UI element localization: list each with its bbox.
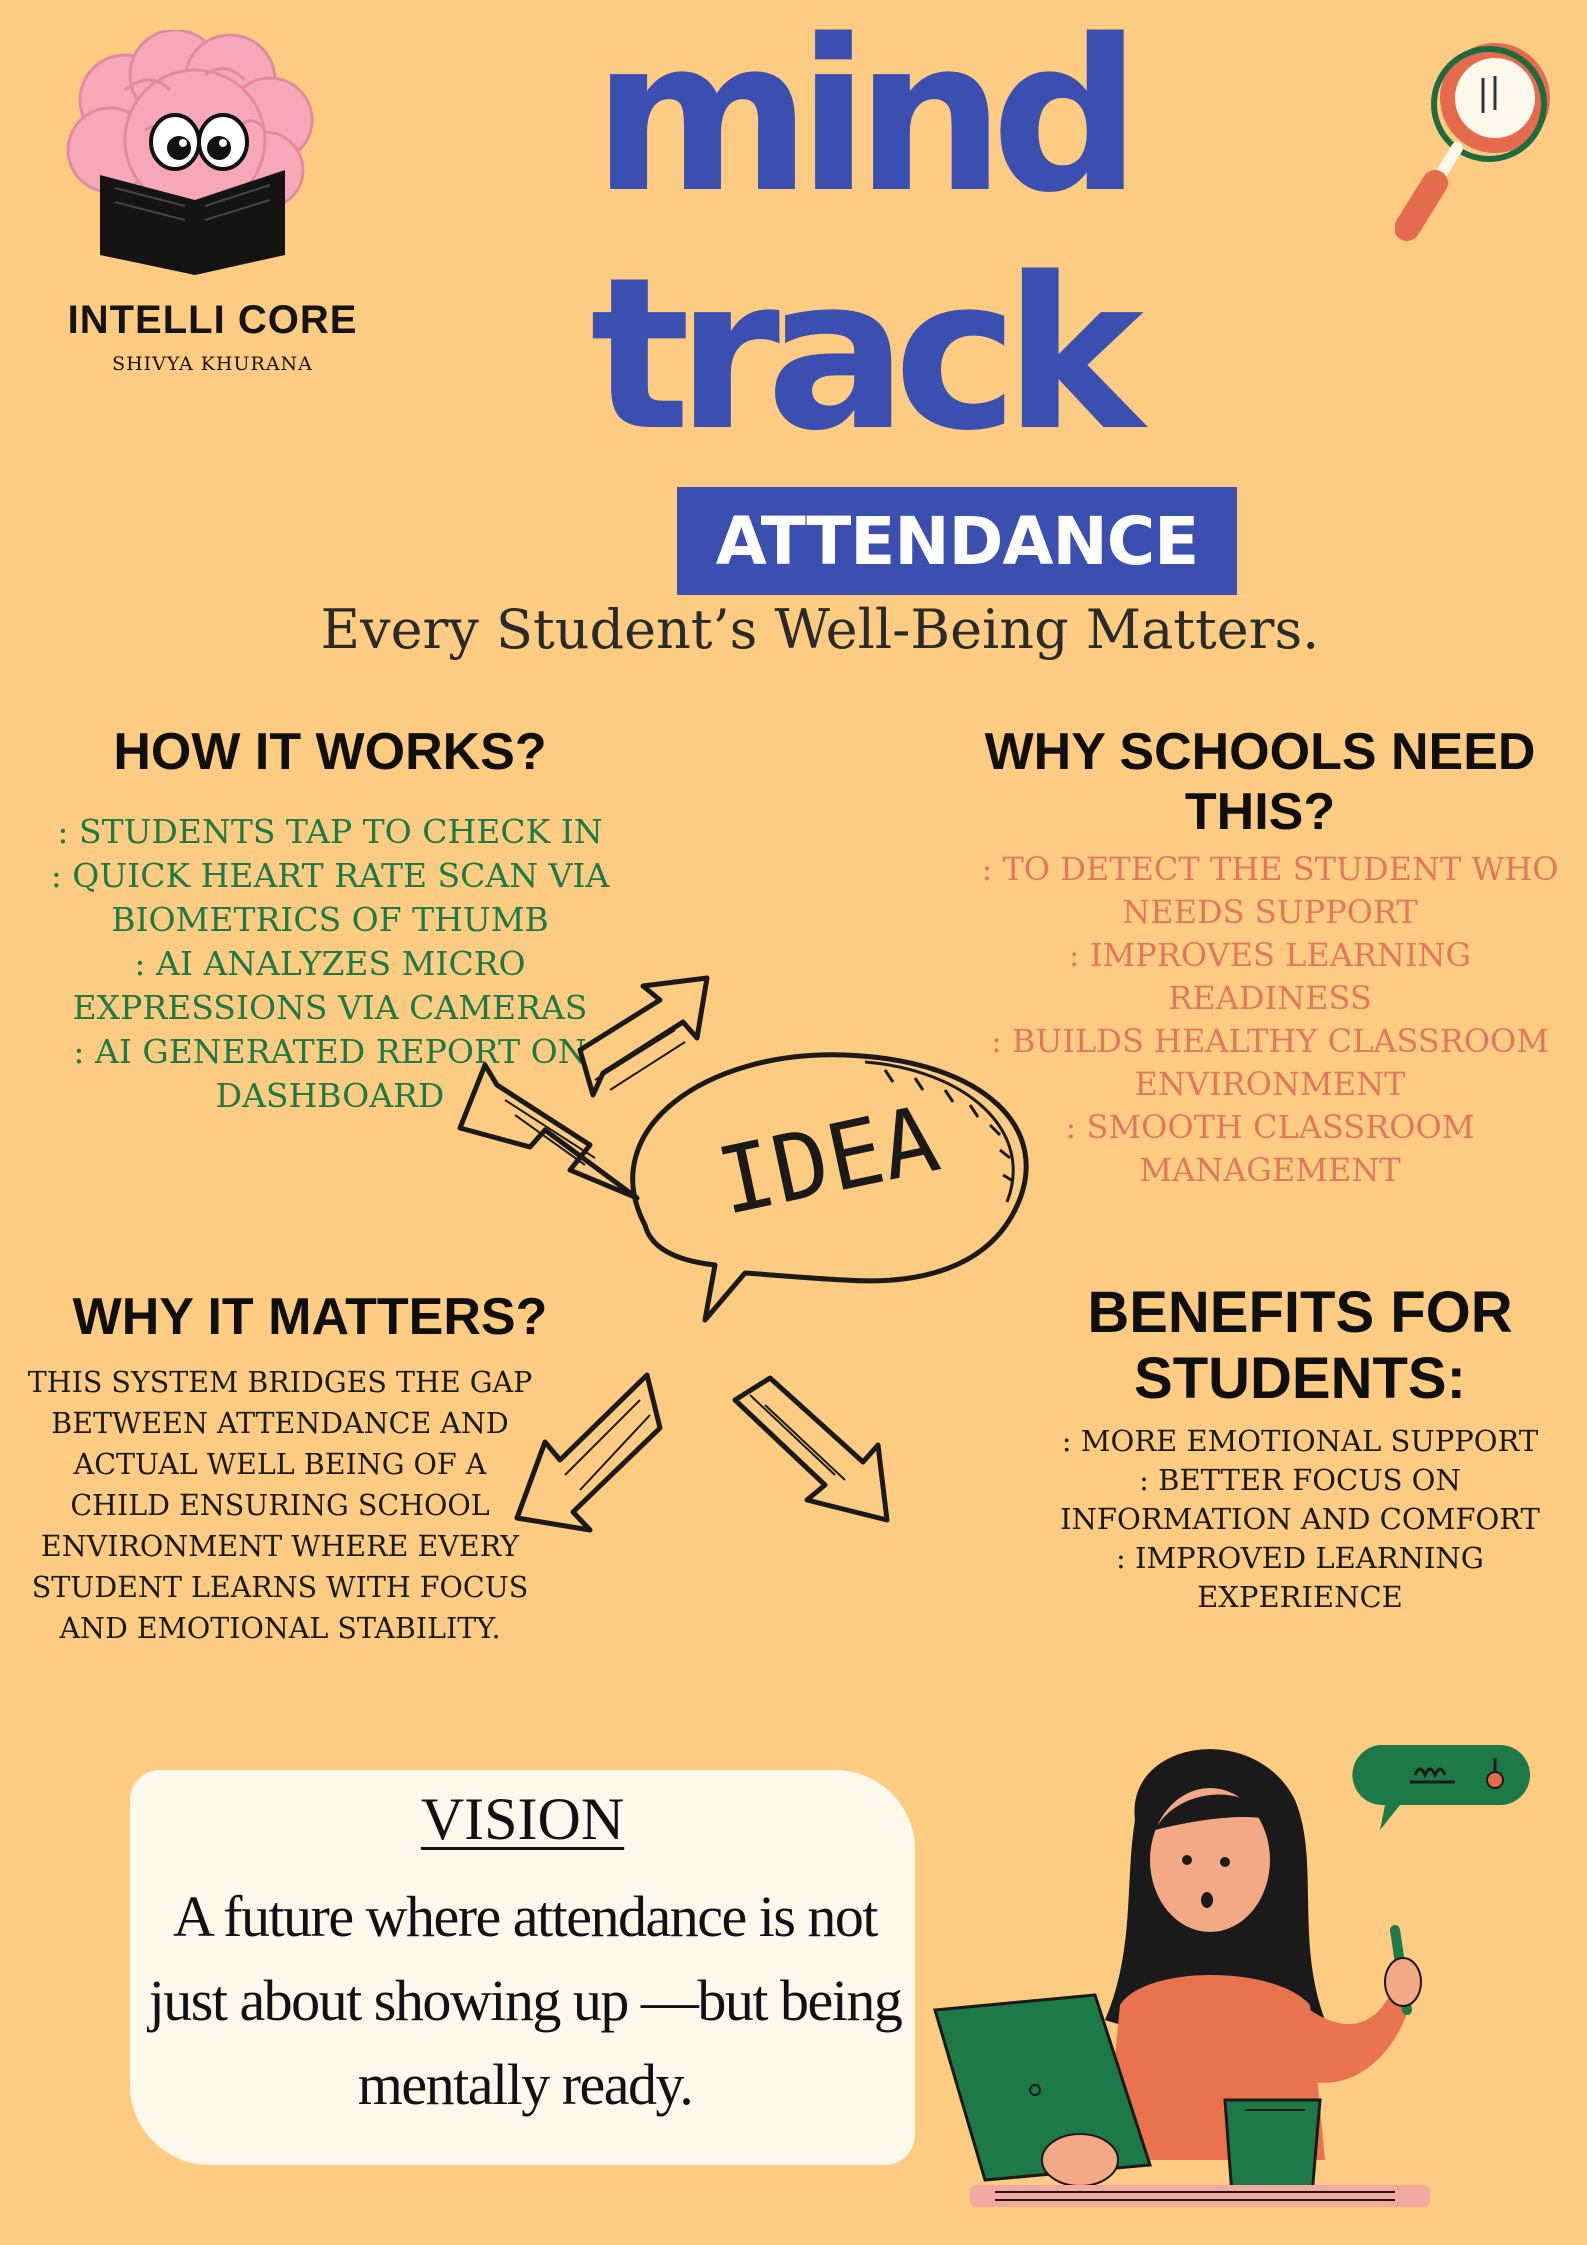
vision-text: A future where attendance is not just about showing up —but being mentally ready. bbox=[148, 1884, 902, 2117]
brand-author: SHIVYA KHURANA bbox=[112, 353, 313, 375]
benefits-heading: BENEFITS FOR STUDENTS: bbox=[1087, 1280, 1513, 1411]
list-item: : TO DETECT THE STUDENT WHO NEEDS SUPPORT bbox=[981, 850, 1559, 931]
magnifier-icon bbox=[1395, 28, 1565, 243]
attendance-label: ATTENDANCE bbox=[715, 502, 1199, 580]
why-it-matters-text: THIS SYSTEM BRIDGES THE GAP BETWEEN ATTENDANCE AND ACTUAL WELL BEING OF A CHILD ENSURING SCHOOL ENVIRONMENT WHERE EVERY STUDENT LEARNS WITH FOCUS AND EMOTIONAL STABILITY. bbox=[27, 1366, 533, 1645]
brand-name: INTELLI CORE bbox=[67, 298, 358, 342]
list-item: : IMPROVES LEARNING READINESS bbox=[1068, 936, 1472, 1017]
title-track: track bbox=[590, 232, 1130, 477]
list-item: : STUDENTS TAP TO CHECK IN bbox=[57, 812, 603, 851]
how-it-works-heading: HOW IT WORKS? bbox=[113, 723, 547, 781]
benefits-list bbox=[1060, 1422, 1540, 1617]
why-it-matters-heading: WHY IT MATTERS? bbox=[72, 1288, 548, 1346]
list-item: : AI GENERATED REPORT ON DASHBOARD bbox=[73, 1032, 587, 1115]
brain-reading-book-icon bbox=[55, 30, 345, 300]
tagline: Every Student’s Well-Being Matters. bbox=[320, 598, 1320, 661]
list-item: : BETTER FOCUS ON INFORMATION AND COMFORT bbox=[1060, 1463, 1540, 1536]
list-item: : QUICK HEART RATE SCAN VIA BIOMETRICS OF THUMB bbox=[50, 856, 610, 939]
title-mind: mind bbox=[592, 0, 1128, 239]
list-item: : BUILDS HEALTHY CLASSROOM ENVIRONMENT bbox=[990, 1022, 1550, 1103]
girl-with-laptop-illustration bbox=[925, 1720, 1575, 2230]
list-item: : AI ANALYZES MICRO EXPRESSIONS VIA CAMERAS bbox=[72, 944, 588, 1027]
idea-label: IDEA bbox=[708, 1085, 948, 1237]
vision-heading: VISION bbox=[420, 1786, 625, 1852]
list-item: : MORE EMOTIONAL SUPPORT bbox=[1061, 1424, 1539, 1458]
list-item: : SMOOTH CLASSROOM MANAGEMENT bbox=[1065, 1108, 1475, 1189]
idea-speech-bubble-icon bbox=[445, 930, 1125, 1550]
list-item: : IMPROVED LEARNING EXPERIENCE bbox=[1116, 1541, 1484, 1614]
attendance-badge bbox=[677, 487, 1237, 595]
why-schools-heading: WHY SCHOOLS NEED THIS? bbox=[984, 723, 1536, 841]
